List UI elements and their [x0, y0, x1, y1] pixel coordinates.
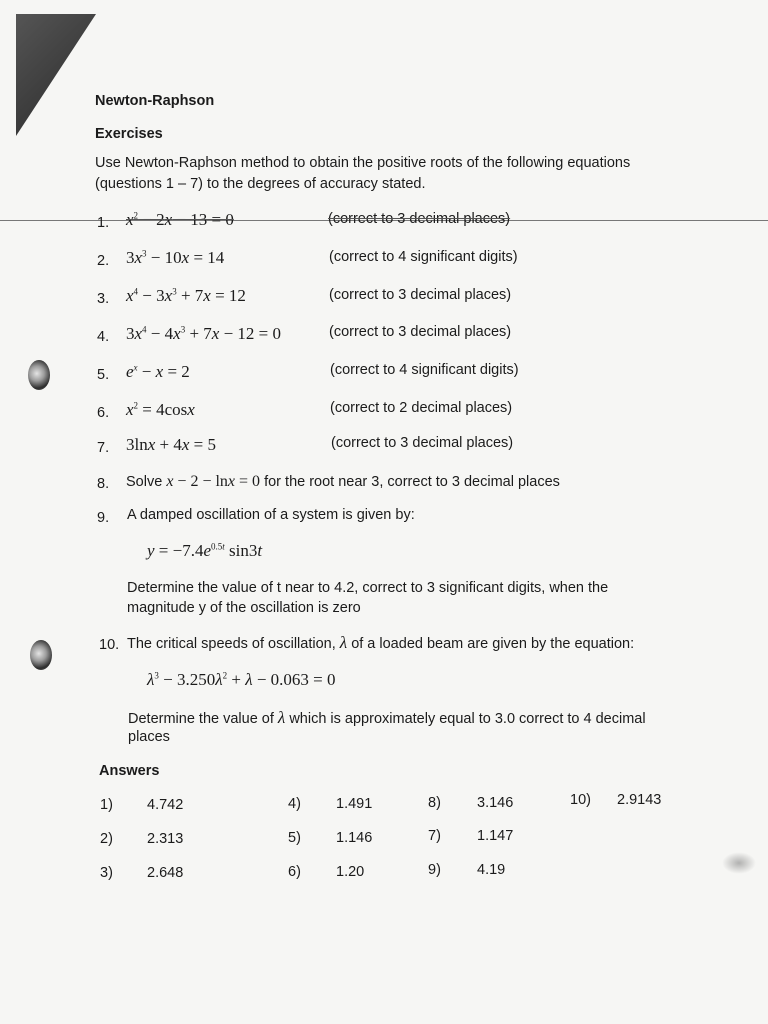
q10-desc-1	[128, 707, 646, 730]
answers-heading: Answers	[99, 763, 160, 779]
lambda-symbol: λ	[277, 708, 286, 727]
q8-post: for the root near 3, correct to 3 decimal places	[264, 474, 560, 490]
punch-hole-bottom	[30, 640, 52, 670]
accuracy-6: (correct to 2 decimal places)	[330, 400, 513, 416]
q10-line-1-post: of a loaded beam are given by the equation:	[351, 636, 635, 652]
lambda-symbol: λ	[339, 633, 348, 652]
intro-line-2: (questions 1 – 7) to the degrees of accuracy stated.	[95, 176, 426, 192]
q10-desc-1-post: which is approximately equal to 3.0 correct to 4 decimal	[289, 711, 646, 727]
equation-10: $\lambda^3 - 3.250\lambda^2 + \lambda - 0.063 = 0$	[147, 670, 336, 689]
answer-value: 1.491	[336, 796, 373, 812]
q8-pre: Solve	[126, 474, 163, 490]
answer-value: 1.147	[477, 828, 514, 844]
equation-2: $3x^3 - 10x = 14$	[126, 248, 225, 267]
answer-value: 4.19	[477, 862, 506, 878]
answer-label: 6)	[288, 864, 301, 880]
question-number: 1.	[97, 215, 110, 231]
answer-label: 10)	[570, 792, 591, 808]
q9-desc-2: magnitude y of the oscillation is zero	[127, 600, 361, 616]
accuracy-5: (correct to 4 significant digits)	[330, 362, 519, 378]
answer-label: 3)	[100, 865, 113, 881]
equation-3: $x^4 - 3x^3 + 7x = 12$	[126, 286, 246, 305]
accuracy-7: (correct to 3 decimal places)	[331, 435, 514, 451]
answer-label: 5)	[288, 830, 301, 846]
page-title: Newton-Raphson	[95, 93, 215, 109]
question-number: 3.	[97, 291, 110, 307]
section-heading: Exercises	[95, 126, 163, 142]
q10-line-1-pre: The critical speeds of oscillation,	[127, 636, 336, 652]
answer-label: 1)	[100, 797, 113, 813]
q9-line-1: A damped oscillation of a system is given by:	[127, 507, 415, 523]
q10-desc-1-pre: Determine the value of	[128, 711, 274, 727]
accuracy-4: (correct to 3 decimal places)	[329, 324, 512, 340]
question-number: 6.	[97, 405, 110, 421]
answer-label: 9)	[428, 862, 441, 878]
answer-label: 2)	[100, 831, 113, 847]
answer-value: 1.20	[336, 864, 365, 880]
q10-line-1	[127, 632, 634, 655]
q8-text	[126, 471, 560, 493]
accuracy-1: (correct to 3 decimal places)	[328, 211, 511, 227]
answer-value: 2.313	[147, 831, 184, 847]
answer-value: 1.146	[336, 830, 373, 846]
q10-desc-2: places	[128, 729, 170, 745]
accuracy-2: (correct to 4 significant digits)	[329, 249, 518, 265]
scan-corner-shadow	[16, 14, 96, 136]
question-number: 10.	[99, 637, 120, 653]
q9-desc-1: Determine the value of t near to 4.2, correct to 3 significant digits, when the	[127, 580, 609, 596]
answer-value: 2.9143	[617, 792, 662, 808]
accuracy-3: (correct to 3 decimal places)	[329, 287, 512, 303]
punch-hole-top	[28, 360, 50, 390]
equation-6: $x^2 = 4\cos x$	[126, 400, 195, 419]
equation-1: $x^2 - 2x - 13 = 0$	[126, 210, 234, 229]
equation-7: 3lnx + 4x = 5	[126, 435, 217, 454]
question-number: 7.	[97, 440, 110, 456]
question-number: 8.	[97, 476, 110, 492]
answer-value: 2.648	[147, 865, 184, 881]
question-number: 5.	[97, 367, 110, 383]
equation-4: $3x^4 - 4x^3 + 7x - 12 = 0$	[126, 324, 282, 343]
scan-speck	[722, 852, 756, 874]
question-number: 2.	[97, 253, 110, 269]
equation-5: $e^x - x = 2$	[126, 362, 190, 381]
question-number: 4.	[97, 329, 110, 345]
equation-8: x − 2 − lnx = 0	[166, 473, 261, 490]
answer-value: 3.146	[477, 795, 514, 811]
answer-label: 4)	[288, 796, 301, 812]
answer-value: 4.742	[147, 797, 184, 813]
answer-label: 8)	[428, 795, 441, 811]
answer-label: 7)	[428, 828, 441, 844]
equation-9: $y = -7.4e^{0.5t}$ sin3t	[147, 541, 263, 560]
intro-line-1: Use Newton-Raphson method to obtain the positive roots of the following equations	[95, 155, 631, 171]
question-number: 9.	[97, 510, 110, 526]
